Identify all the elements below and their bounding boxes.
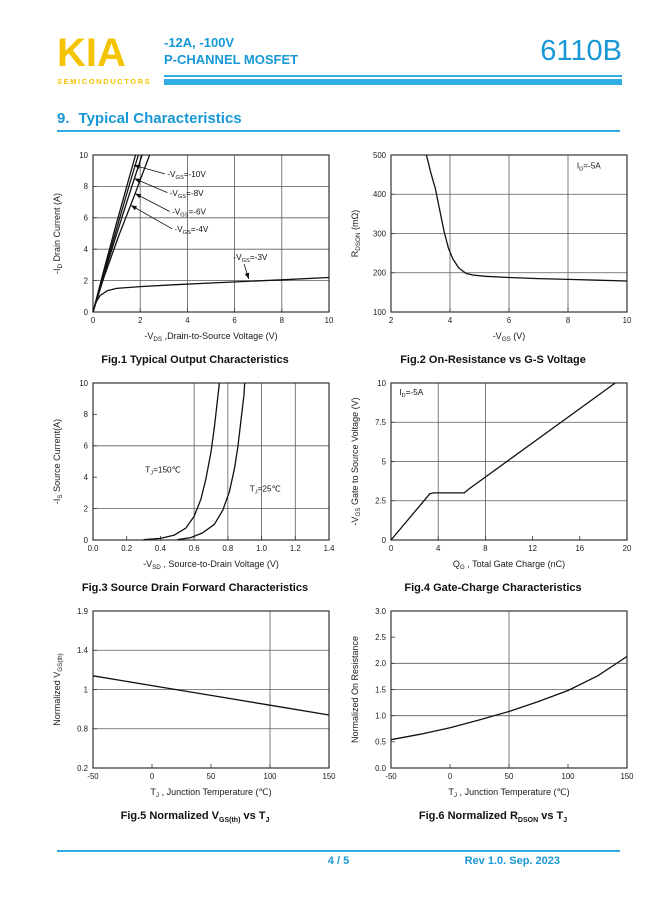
svg-text:8: 8 xyxy=(83,182,88,192)
svg-text:8: 8 xyxy=(279,316,284,325)
fig6-normalized-rdson-chart xyxy=(347,602,639,804)
svg-text:-IS Source Current(A): $-I_S$ Source Current(A) xyxy=(52,418,64,505)
svg-text:0: 0 xyxy=(83,535,88,545)
svg-text:20: 20 xyxy=(622,544,632,553)
svg-text:0.0: 0.0 xyxy=(87,544,99,553)
svg-text:0: 0 xyxy=(381,535,386,545)
svg-text:0.8: 0.8 xyxy=(222,544,234,553)
svg-text:16: 16 xyxy=(575,544,585,553)
svg-text:-50: -50 xyxy=(385,772,397,781)
part-rating: -12A, -100V xyxy=(164,35,235,50)
svg-text:QG , Total Gate Charge (nC): $Q_G$ , Total Gate Charge (nC) xyxy=(452,559,566,571)
logo-subtitle: SEMICONDUCTORS xyxy=(57,77,152,86)
header-rule-thick xyxy=(164,79,622,85)
part-description xyxy=(164,34,298,68)
svg-text:Normalized On Resistance: Normalized On Resistance xyxy=(350,635,360,744)
svg-text:100: 100 xyxy=(561,772,575,781)
svg-text:300: 300 xyxy=(372,229,386,239)
section-heading xyxy=(57,110,620,132)
svg-text:10: 10 xyxy=(324,316,334,325)
svg-text:0: 0 xyxy=(388,544,394,553)
section-title: Typical Characteristics xyxy=(78,110,242,127)
revision: Rev 1.0. Sep. 2023 xyxy=(464,855,560,867)
svg-text:0.8: 0.8 xyxy=(77,724,88,734)
header-rule-thin xyxy=(164,75,622,77)
svg-text:-VGS=-6V: $-V_{GS}=-6V$ xyxy=(172,207,206,219)
svg-text:4: 4 xyxy=(436,544,441,553)
svg-text:3.0: 3.0 xyxy=(375,606,386,616)
svg-text:100: 100 xyxy=(372,307,386,317)
svg-text:1.0: 1.0 xyxy=(256,544,267,553)
svg-text:0: 0 xyxy=(149,772,155,781)
svg-text:0: 0 xyxy=(90,316,96,325)
header-row xyxy=(164,34,622,68)
svg-text:0.0: 0.0 xyxy=(375,763,386,773)
svg-text:2.0: 2.0 xyxy=(375,659,386,669)
page-number: 4 / 5 xyxy=(327,855,350,867)
svg-text:200: 200 xyxy=(372,268,386,278)
svg-text:12: 12 xyxy=(528,544,537,553)
fig5-normalized-vgsth-chart xyxy=(49,602,341,804)
svg-text:4: 4 xyxy=(83,245,88,254)
figure-4 xyxy=(344,374,642,594)
svg-text:TJ=150℃: $T_J=150℃$ xyxy=(145,465,181,477)
figure-2 xyxy=(344,146,642,366)
fig5-caption: Fig.5 Normalized $V_{GS(th)}$ vs $T_J$ xyxy=(120,810,270,825)
footer-rule xyxy=(57,850,620,852)
svg-text:4: 4 xyxy=(185,316,190,325)
fig1-output-characteristics-chart xyxy=(49,146,341,348)
figure-1 xyxy=(46,146,344,366)
section-number: 9. xyxy=(57,110,70,127)
svg-text:-VGS Gate to Source Voltage (: $-V_{GS}$ Gate to Source Voltage (V) xyxy=(350,397,362,526)
svg-text:50: 50 xyxy=(504,772,514,781)
logo-block xyxy=(57,31,157,86)
svg-text:-ID Drain Current (A): $-I_D$ Drain Current (A) xyxy=(52,192,64,275)
svg-text:4: 4 xyxy=(447,316,453,325)
kia-logo: KIA xyxy=(57,31,126,75)
svg-text:ID=-5A: $I_D=-5A$ xyxy=(576,161,601,173)
svg-text:1: 1 xyxy=(83,685,88,695)
svg-text:6: 6 xyxy=(83,441,88,451)
svg-text:ID=-5A: $I_D=-5A$ xyxy=(399,387,424,399)
svg-text:0.4: 0.4 xyxy=(155,544,166,553)
part-type: P-CHANNEL MOSFET xyxy=(164,52,299,67)
svg-text:-VGS=-8V: $-V_{GS}=-8V$ xyxy=(169,188,204,200)
svg-text:1.0: 1.0 xyxy=(375,711,386,721)
svg-text:8: 8 xyxy=(83,410,88,420)
svg-text:2: 2 xyxy=(388,316,394,325)
svg-text:100: 100 xyxy=(263,772,277,781)
svg-text:6: 6 xyxy=(83,213,88,223)
fig2-on-resistance-chart xyxy=(347,146,639,348)
svg-text:0.2: 0.2 xyxy=(77,763,88,773)
fig4-caption: Fig.4 Gate-Charge Characteristics xyxy=(404,582,582,594)
fig4-gate-charge-chart xyxy=(347,374,639,576)
fig3-source-drain-chart xyxy=(49,374,341,576)
svg-text:6: 6 xyxy=(506,316,512,325)
figure-3 xyxy=(46,374,344,594)
fig1-caption: Fig.1 Typical Output Characteristics xyxy=(101,354,289,366)
footer xyxy=(57,850,620,871)
svg-text:2: 2 xyxy=(83,504,88,514)
svg-text:1.5: 1.5 xyxy=(375,685,386,695)
svg-text:2.5: 2.5 xyxy=(375,632,386,642)
svg-text:0.5: 0.5 xyxy=(375,737,386,747)
svg-text:RDSON (mΩ): $R_{DSON}$ (mΩ) xyxy=(350,209,362,258)
svg-text:2: 2 xyxy=(83,276,88,286)
part-number: 6110B xyxy=(540,35,622,67)
svg-text:500: 500 xyxy=(372,150,386,160)
svg-text:2.5: 2.5 xyxy=(375,496,386,506)
svg-text:0.2: 0.2 xyxy=(121,544,133,553)
svg-text:10: 10 xyxy=(79,150,88,160)
svg-text:-VGS=-4V: $-V_{GS}=-4V$ xyxy=(174,224,209,236)
fig3-caption: Fig.3 Source Drain Forward Characteristics xyxy=(81,582,309,594)
svg-text:6: 6 xyxy=(232,316,237,325)
svg-text:1.9: 1.9 xyxy=(77,606,88,616)
svg-text:10: 10 xyxy=(622,316,632,325)
svg-text:10: 10 xyxy=(377,378,386,388)
svg-text:2: 2 xyxy=(138,316,143,325)
fig2-caption: Fig.2 On-Resistance vs G-S Voltage xyxy=(400,354,586,366)
svg-text:1.4: 1.4 xyxy=(323,544,335,553)
svg-text:10: 10 xyxy=(79,378,88,388)
svg-text:400: 400 xyxy=(372,190,386,200)
svg-text:1.4: 1.4 xyxy=(77,646,88,656)
svg-text:4: 4 xyxy=(83,473,88,482)
svg-text:0: 0 xyxy=(447,772,453,781)
header-right xyxy=(164,34,622,86)
svg-text:150: 150 xyxy=(620,772,634,781)
svg-text:5: 5 xyxy=(381,457,386,467)
footer-row xyxy=(57,855,620,871)
svg-text:8: 8 xyxy=(565,316,571,325)
svg-text:0: 0 xyxy=(83,307,88,317)
svg-text:-50: -50 xyxy=(87,772,99,781)
svg-text:TJ , Junction Temperature (℃): $T_J$ , Junction Temperature (℃) xyxy=(448,787,570,799)
svg-text:1.2: 1.2 xyxy=(289,544,301,553)
figure-5 xyxy=(46,602,344,824)
svg-text:-VGS=-10V: $-V_{GS}=-10V$ xyxy=(167,169,206,181)
svg-text:8: 8 xyxy=(483,544,488,553)
svg-text:TJ , Junction Temperature (℃): $T_J$ , Junction Temperature (℃) xyxy=(150,787,272,799)
header xyxy=(0,0,649,86)
svg-text:-VGS (V): $-V_{GS}$ (V) xyxy=(492,331,526,343)
fig6-caption: Fig.6 Normalized $R_{DSON}$ vs $T_J$ xyxy=(418,810,568,825)
svg-text:TJ=25℃: $T_J=25℃$ xyxy=(249,484,281,496)
svg-text:Normalized VGS(th): Normalized $V_{GS(th)}$ xyxy=(52,653,64,726)
figure-6 xyxy=(344,602,642,824)
figures-grid xyxy=(0,146,649,832)
svg-text:-VDS ,Drain-to-Source Voltage: $-V_{DS}$ ,Drain-to-Source Voltage (V) xyxy=(144,331,278,343)
svg-text:50: 50 xyxy=(206,772,216,781)
svg-text:-VSD , Source-to-Drain Voltage: $-V_{SD}$ , Source-to-Drain Voltage (V) xyxy=(143,559,279,571)
svg-text:-VGS=-3V: $-V_{GS}=-3V$ xyxy=(233,253,268,265)
svg-text:150: 150 xyxy=(322,772,336,781)
svg-text:7.5: 7.5 xyxy=(375,418,386,428)
svg-text:0.6: 0.6 xyxy=(188,544,200,553)
